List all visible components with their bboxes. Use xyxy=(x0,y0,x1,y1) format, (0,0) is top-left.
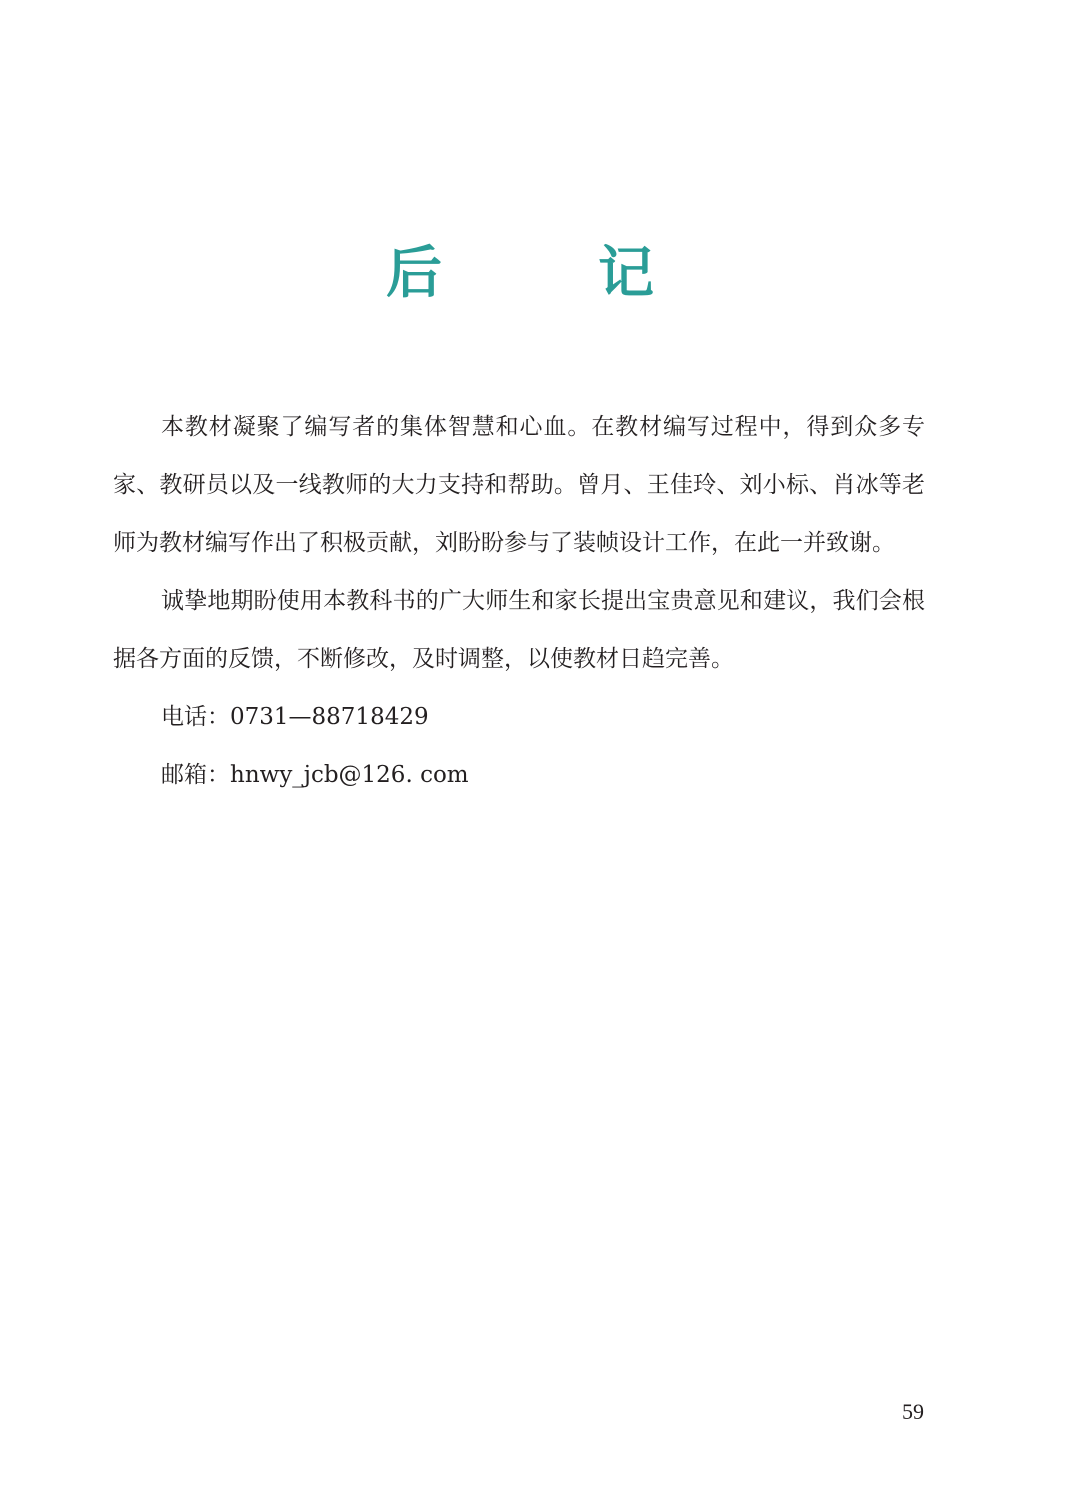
email-line: 邮箱：hnwy_jcb@126. com xyxy=(161,762,469,788)
page-number: 59 xyxy=(902,1399,924,1424)
page-title: 后 记 xyxy=(386,241,704,306)
phone-line: 电话：0731—88718429 xyxy=(161,704,429,730)
afterword-content xyxy=(113,398,925,804)
acknowledgement-paragraph: 本教材凝聚了编写者的集体智慧和心血。在教材编写过程中，得到众多专家、教研员以及一线教师的大力支持和帮助。曾月、王佳玲、刘小标、肖冰等老师为教材编写作出了积极贡献，刘盼盼参与了装帧设计工作，在此一并致谢。 xyxy=(113,414,925,556)
feedback-paragraph: 诚挚地期盼使用本教科书的广大师生和家长提出宝贵意见和建议，我们会根据各方面的反馈，不断修改，及时调整，以使教材日趋完善。 xyxy=(113,588,925,672)
